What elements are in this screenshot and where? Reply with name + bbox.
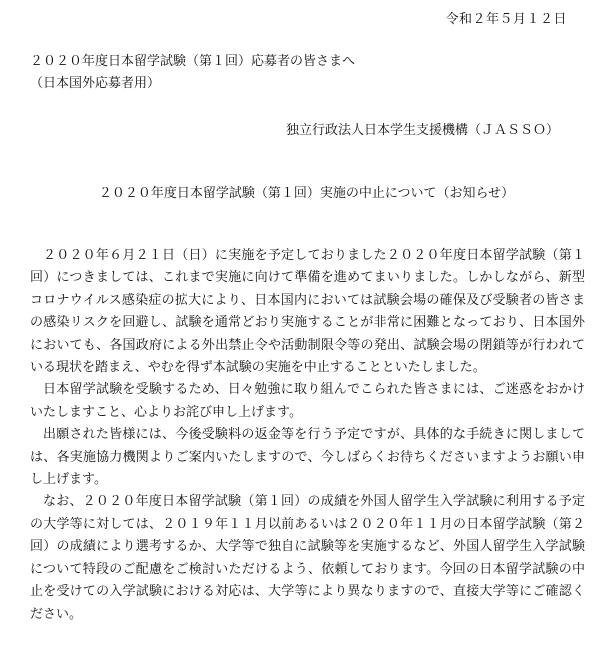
body-paragraph-4: なお、２０２０年度日本留学試験（第１回）の成績を外国人留学生入学試験に利用する予定の大学等に対しては、２０１９年１１月以前あるいは２０２０年１１月の日本留学試験（第２回）の成績により選考するか、大学等で独自に試験等を実施するなど、外国人留学生入学試験について特段のご配慮をご検討いただけるよう、依頼しております。今回の日本留学試験の中止を受けての入学試験における対応は、大学等により異なりますので、直接大学等にご確認ください。 <box>30 494 585 622</box>
body-paragraph-2: 日本留学試験を受験するため、日々勉強に取り組んでこられた皆さまには、ご迷惑をおかけいたしますこと、心よりお詫び申し上げます。 <box>30 382 585 420</box>
addressee-note: （日本国外応募者用） <box>30 76 161 91</box>
document-body <box>30 245 585 626</box>
addressee: ２０２０年度日本留学試験（第１回）応募者の皆さまへ <box>30 54 356 69</box>
body-paragraph-3: 出願された皆様には、今後受験料の返金等を行う予定ですが、具体的な手続きに関しましては、各実施協力機関よりご案内いたしますので、今しばらくお待ちくださいますようお願い申し上げます。 <box>30 427 585 488</box>
document-date: 令和２年５月１２日 <box>445 12 567 27</box>
sender-organization: 独立行政法人日本学生支援機構（ＪＡＳＳＯ） <box>285 123 559 138</box>
body-paragraph-1: ２０２０年６月２１日（日）に実施を予定しておりました２０２０年度日本留学試験（第１回）につきましては、これまで実施に向けて準備を進めてまいりました。しかしながら、新型コロナウイルス感染症の拡大により、日本国内においては試験会場の確保及び受験者の皆さまの感染リスクを回避し、試験を通常どおり実施することが非常に困難となっており、日本国外においても、各国政府による外出禁止令や活動制限令等の発出、試験会場の閉鎖等が行われている現状を踏まえ、やむを得ず本試験の実施を中止することといたしました。 <box>30 248 585 376</box>
document-title: ２０２０年度日本留学試験（第１回）実施の中止について（お知らせ） <box>98 186 515 201</box>
